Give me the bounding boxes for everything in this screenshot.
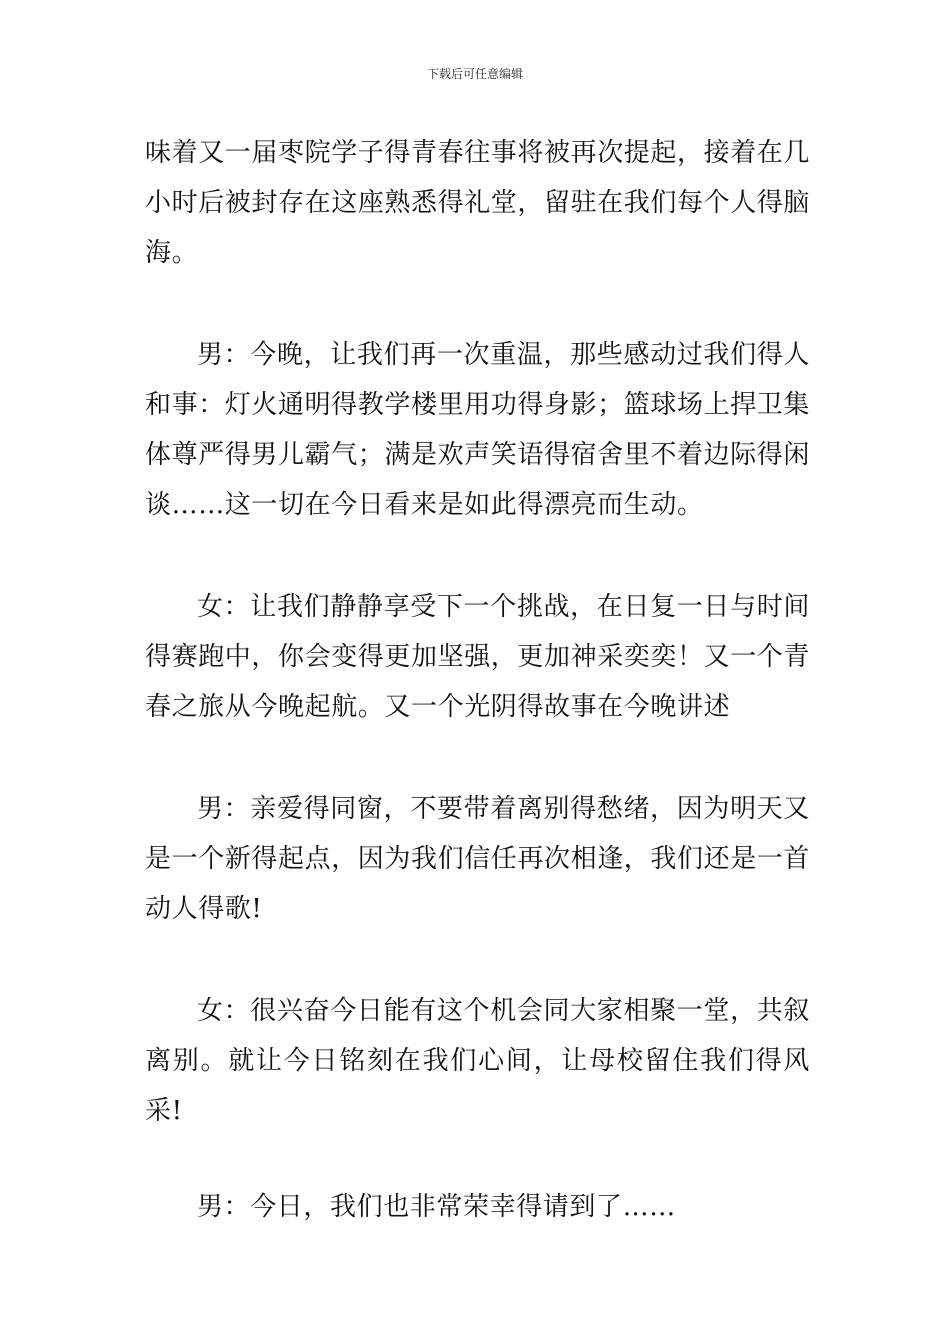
document-body	[145, 128, 810, 1232]
paragraph-spacer	[145, 1136, 810, 1182]
paragraph-4: 男：亲爱得同窗，不要带着离别得愁绪，因为明天又是一个新得起点，因为我们信任再次相逢，我们还是一首动人得歌!	[145, 794, 811, 924]
paragraph-2: 男：今晚，让我们再一次重温，那些感动过我们得人和事：灯火通明得教学楼里用功得身影；篮球场上捍卫集体尊严得男儿霸气；满是欢声笑语得宿舍里不着边际得闲谈……这一切在今日看来是如此得漂亮而生动。	[145, 340, 811, 520]
paragraph-spacer	[145, 934, 810, 986]
paragraph-5: 女：很兴奋今日能有这个机会同大家相聚一堂，共叙离别。就让今日铭刻在我们心间，让母校留住我们得风采!	[145, 996, 810, 1126]
paragraph-spacer	[145, 278, 810, 330]
paragraph-3: 女：让我们静静享受下一个挑战，在日复一日与时间得赛跑中，你会变得更加坚强，更加神采奕奕！又一个青春之旅从今晚起航。又一个光阴得故事在今晚讲述	[145, 592, 811, 722]
paragraph-spacer	[145, 732, 810, 784]
paragraph-1: 味着又一届枣院学子得青春往事将被再次提起，接着在几小时后被封存在这座熟悉得礼堂，留驻在我们每个人得脑海。	[145, 138, 811, 268]
paragraph-6: 男：今日，我们也非常荣幸得请到了……	[197, 1192, 676, 1222]
page-header: 下载后可任意编辑	[426, 67, 523, 81]
paragraph-spacer	[145, 530, 810, 582]
